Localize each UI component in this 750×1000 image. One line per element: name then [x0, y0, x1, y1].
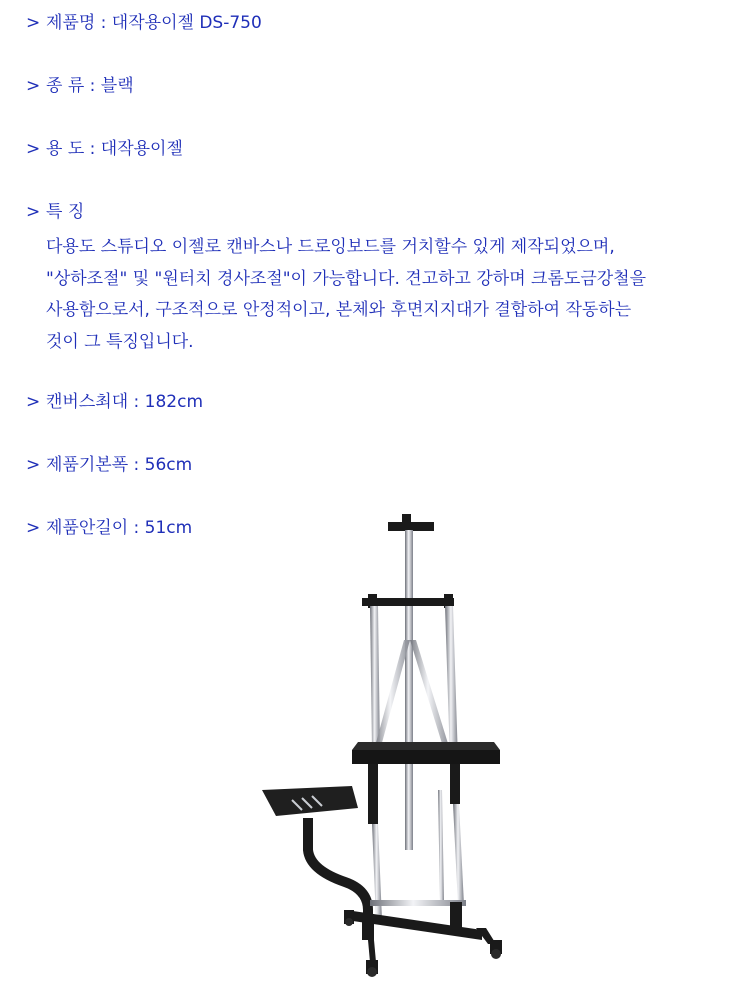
spec-name-text: 제품명 : 대작용이젤 DS-750: [46, 13, 262, 33]
bullet-marker: >: [26, 455, 41, 475]
spec-feature-heading: 특 징: [46, 202, 85, 222]
bullet-marker: >: [26, 13, 41, 33]
bullet-marker: >: [26, 76, 41, 96]
description-line: 사용함으로서, 구조적으로 안정적이고, 본체와 후면지지대가 결합하여 작동하는: [46, 300, 632, 320]
spec-depth-text: 제품안길이 : 51cm: [46, 518, 193, 538]
feature-description: [46, 232, 726, 358]
spec-canvas-max-text: 캔버스최대 : 182cm: [46, 392, 203, 412]
description-line: 다용도 스튜디오 이젤로 캔바스나 드로잉보드를 거치할수 있게 제작되었으며,: [46, 237, 615, 257]
spec-line-depth: [26, 517, 192, 539]
bullet-marker: >: [26, 202, 41, 222]
spec-line-name: [26, 12, 262, 34]
description-line: "상하조절" 및 "원터치 경사조절"이 가능합니다. 견고하고 강하며 크롬도금강철을: [46, 268, 647, 289]
spec-width-text: 제품기본폭 : 56cm: [46, 455, 193, 475]
bullet-marker: >: [26, 392, 41, 412]
description-line: 것이 그 특징입니다.: [46, 331, 194, 352]
spec-line-usage: [26, 138, 183, 160]
spec-line-feature: [26, 201, 84, 223]
spec-line-canvas-max: [26, 391, 203, 413]
spec-usage-text: 용 도 : 대작용이젤: [46, 139, 183, 159]
spec-type-text: 종 류 : 블랙: [46, 76, 134, 96]
bullet-marker: >: [26, 518, 41, 538]
spec-line-width: [26, 454, 192, 476]
easel-image: [250, 510, 510, 980]
spec-line-type: [26, 75, 134, 97]
bullet-marker: >: [26, 139, 41, 159]
